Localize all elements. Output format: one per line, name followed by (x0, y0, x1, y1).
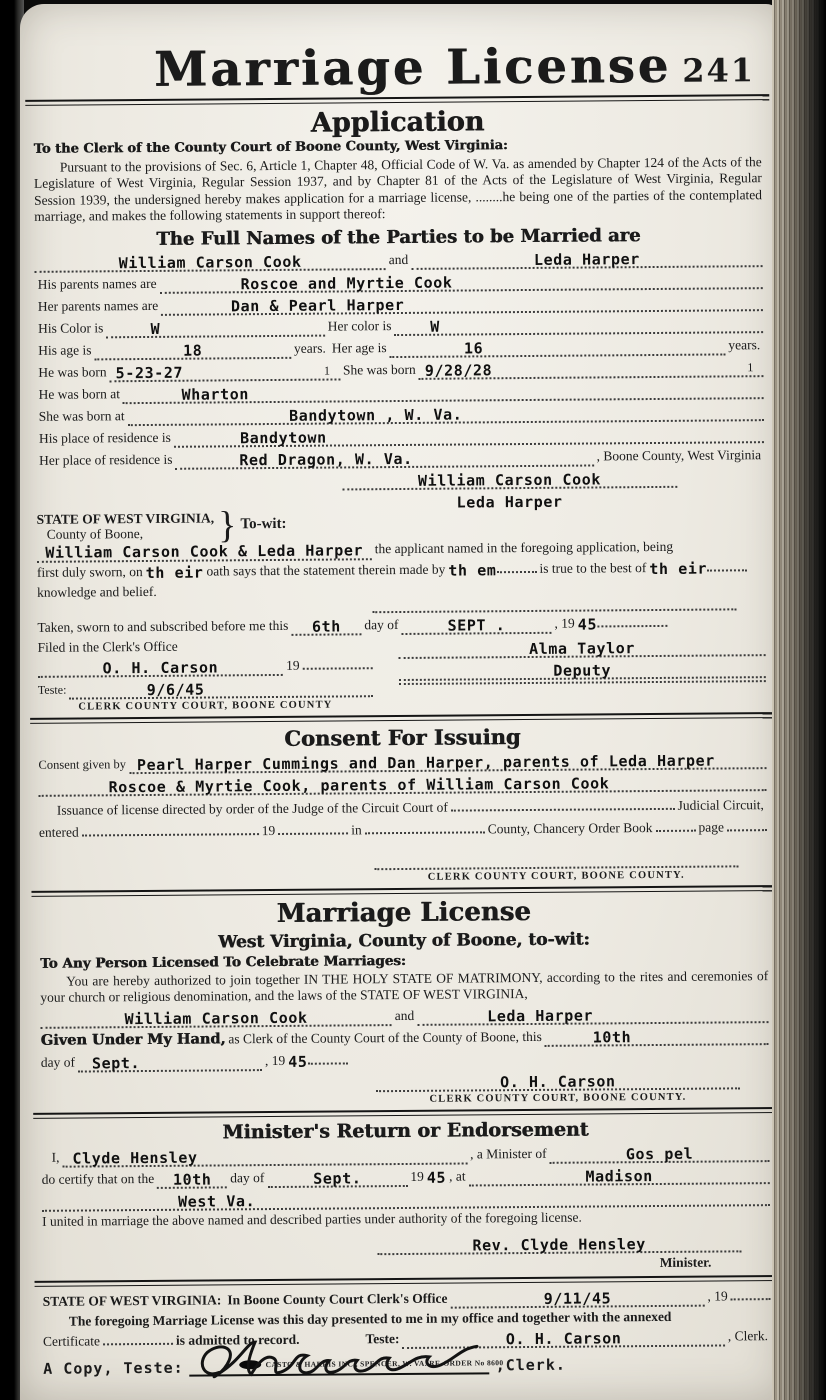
typed-their-2: th eir (649, 559, 708, 578)
license-and-label: and (394, 1007, 415, 1023)
her-color-label: Her color is (327, 317, 392, 334)
state-county-lines (36, 510, 214, 541)
deputy-title-line (399, 658, 766, 681)
denomination-value: Gos pel (625, 1144, 694, 1163)
copy-teste-label: A Copy, Teste: (43, 1358, 184, 1378)
dotted-line (106, 316, 325, 338)
filed-label: Filed in the Clerk's Office (37, 638, 178, 655)
his-residence-value: Bandytown (240, 428, 327, 447)
record-state-label: STATE OF WEST VIRGINIA: (42, 1291, 222, 1309)
double-rule (30, 712, 774, 724)
taken-pre: Taken, sworn to and subscribed before me this (37, 617, 289, 635)
day-of-label: day of (364, 616, 399, 632)
issuance-line-2 (39, 819, 767, 845)
certify-pre: do certify that on the (41, 1170, 155, 1187)
county-book-label: County, Chancery Order Book (487, 819, 653, 837)
dotted-line (175, 446, 593, 469)
consent-line-2 (39, 771, 767, 797)
minister-signature-area (377, 1232, 741, 1273)
her-parents-label: Her parents names are (37, 297, 159, 314)
dotted-line (128, 401, 764, 426)
license-subheading: West Virginia, County of Boone, to-wit: (218, 929, 590, 953)
his-residence-label: His place of residence is (38, 429, 171, 446)
given-under-line-1 (41, 1025, 769, 1051)
dotted-line (469, 1164, 770, 1186)
united-statement: I united in marriage the above named and described parties under authority of the foregoing license. (42, 1209, 582, 1229)
addressee-line: To the Clerk of the County Court of Boone County, West Virginia: (33, 137, 508, 157)
clerk-name-value: O. H. Carson (102, 658, 219, 678)
dotted-line (656, 830, 696, 832)
minister-label: Minister. (659, 1254, 712, 1270)
record-year-pre: , 19 (707, 1288, 728, 1304)
license-heading: Marriage License (276, 896, 531, 929)
given-under-line-2 (41, 1047, 769, 1073)
printer-text: CASTO & HARRIS INC., SPENCER, W. VA. RE-ORDER No 8600 (265, 1358, 504, 1370)
page-content (15, 1, 788, 1400)
clerk-name-line (38, 655, 373, 678)
dotted-line (377, 1232, 741, 1255)
dotted-line (451, 808, 675, 812)
deputy-title-value: Deputy (553, 661, 612, 680)
minister-place2-value: West Va. (178, 1191, 256, 1211)
bride-name-value: Leda Harper (533, 249, 640, 269)
license-day-of-label: day of (40, 1054, 75, 1070)
license-signature-area (376, 1069, 740, 1105)
her-residence-value: Red Dragon, W. Va. (239, 449, 413, 469)
his-parents-value: Roscoe and Myrtie Cook (240, 273, 453, 293)
dotted-line (62, 1144, 467, 1167)
dotted-line (597, 625, 667, 628)
clerk-right-column (398, 634, 766, 710)
certificate-label: Certificate (42, 1333, 101, 1349)
his-parents-label: His parents names are (37, 275, 157, 292)
license-year-value: 45 (288, 1052, 308, 1071)
he-born-value: 5-23-27 (115, 363, 184, 382)
page-number: 241 (682, 51, 756, 90)
license-bride-value: Leda Harper (487, 1006, 594, 1026)
dotted-line (399, 658, 766, 681)
blank-dotted-line (372, 596, 736, 613)
affidavit-line-3: knowledge and belief. (37, 583, 157, 600)
record-date-value: 9/11/45 (543, 1288, 612, 1308)
groom-signature: William Carson Cook (417, 470, 601, 490)
her-residence-label: Her place of residence is (39, 451, 173, 468)
in-label: in (351, 822, 362, 838)
license-salutation: To Any Person Licensed To Celebrate Marriages: (39, 952, 406, 972)
consent-given-by-label: Consent given by (38, 756, 127, 772)
his-color-value: W (150, 319, 161, 338)
clerk-block (37, 634, 766, 713)
bride-signature: Leda Harper (456, 492, 563, 512)
blank-line (399, 680, 766, 703)
double-rule (35, 1275, 779, 1287)
license-names-line (40, 1003, 768, 1029)
applicants-value: William Carson Cook & Leda Harper (45, 540, 364, 562)
record-clerk-value: O. H. Carson (505, 1329, 622, 1349)
consent-value-1: Pearl Harper Cummings and Dan Harper, parents of Leda Harper (136, 751, 715, 774)
dotted-line (291, 615, 361, 636)
blank-dotted-line (374, 853, 738, 870)
record-office-label: In Boone County Court Clerk's Office (227, 1290, 448, 1307)
his-age-label: His age is (38, 342, 92, 358)
groom-name-value: William Carson Cook (118, 252, 302, 272)
record-body: The foregoing Marriage License was this day presented to me in my office and together with the annexed (68, 1308, 672, 1329)
given-under-bold: Given Under My Hand, (40, 1030, 226, 1049)
minister-line-1 (41, 1142, 769, 1168)
teste-date-value: 9/6/45 (146, 680, 205, 699)
dotted-line (159, 269, 762, 294)
state-line: STATE OF WEST VIRGINIA, (36, 510, 215, 527)
footnote-marker: 1 (323, 363, 331, 378)
affidavit-paragraph (37, 536, 765, 602)
license-groom-value: William Carson Cook (124, 1008, 308, 1028)
consent-heading: Consent For Issuing (284, 723, 521, 751)
page-label: page (698, 819, 725, 835)
names-heading: The Full Names of the Parties to be Married are (156, 224, 641, 250)
minister-heading: Minister's Return or Endorsement (222, 1118, 589, 1144)
dotted-line (129, 749, 767, 774)
application-intro: Pursuant to the provisions of Sec. 6, Article 1, Chapter 48, Official Code of W. Va. as amended by Chapter 124 of the Acts of the Legislature of West Virginia, Regular Session 1937, and by Chapter 81 of the Acts of the Legislature of West Virginia, Regular Session 1939, the undersigned hereby makes application for a marriage license, ........he being one of the parties of the contemplated marriage, and makes the following statements in support thereof: (33, 153, 763, 225)
he-born-at-value: Wharton (181, 384, 250, 404)
paper (20, 4, 782, 1400)
dotted-line (731, 1298, 771, 1300)
double-rule (31, 885, 775, 897)
record-teste-label: Teste: (365, 1331, 400, 1347)
given-under-rest: as Clerk of the County Court of the County of Boone, this (228, 1028, 542, 1047)
consent-value-2: Roscoe & Myrtie Cook, parents of William Carson Cook (108, 774, 610, 797)
dotted-line (103, 1343, 173, 1346)
she-born-value: 9/28/28 (424, 360, 493, 380)
entered-label: entered (38, 824, 79, 840)
dotted-line (376, 1069, 740, 1092)
dotted-line (727, 829, 767, 831)
page-title: Marriage License (153, 37, 672, 98)
license-signer-line (376, 1069, 740, 1092)
teste-label: Teste: (37, 682, 67, 697)
nineteen-label: 19 (261, 822, 276, 838)
towit-label: To-wit: (240, 516, 287, 533)
minister-place-value: Madison (585, 1166, 653, 1186)
she-born-at-label: She was born at (38, 407, 125, 424)
years-label: years. (293, 340, 326, 356)
minister-day-of: day of (230, 1169, 265, 1185)
teste-line (38, 677, 373, 700)
dotted-line (94, 339, 291, 361)
license-signer-value: O. H. Carson (499, 1072, 616, 1091)
dotted-line (398, 636, 765, 659)
minister-day-value: 10th (172, 1170, 212, 1189)
minister-name-value: Clyde Hensley (72, 1148, 198, 1168)
typed-their-1: th eir (145, 563, 204, 582)
record-clerk-suffix: , Clerk. (727, 1328, 769, 1344)
dotted-line (69, 677, 373, 699)
consent-signature-area (374, 853, 738, 883)
dotted-line (496, 571, 536, 573)
dotted-line (450, 1286, 704, 1308)
groom-signature-line (342, 468, 677, 491)
county-line: County of Boone, (46, 525, 144, 542)
affidavit-line2-mid: oath says that the statement therein made by (206, 561, 446, 579)
taken-sworn-line (37, 612, 765, 638)
she-born-label: She was born (342, 361, 416, 378)
dotted-line (157, 1168, 227, 1189)
dotted-line (110, 360, 341, 382)
clerk-signature-line (190, 1358, 504, 1376)
license-month-value: Sept. (91, 1053, 141, 1073)
dotted-line (390, 335, 726, 358)
title-row (33, 27, 761, 98)
clerk-handwritten-signature (189, 1334, 489, 1382)
dotted-line (365, 831, 485, 834)
clerk-left-column (37, 637, 372, 713)
dotted-line (401, 614, 551, 635)
dotted-line (707, 569, 747, 571)
license-body: You are hereby authorized to join together IN THE HOLY STATE OF MATRIMONY, according to the rites and ceremonies of your church or religious denomination, and the laws of the STATE OF WEST VIRGINIA, (40, 967, 769, 1006)
dotted-line (417, 1003, 768, 1026)
dotted-line (411, 247, 762, 270)
deputy-name-value: Alma Taylor (528, 638, 636, 658)
dotted-line (267, 1167, 407, 1188)
issuance-pre: Issuance of license directed by order of the Judge of the Circuit Court of (56, 799, 448, 818)
affidavit-line2-end: is true to the best of (539, 559, 647, 576)
his-age-value: 18 (183, 341, 203, 360)
affidavit-line1-text: the applicant named in the foregoing application, being (374, 538, 674, 556)
minister-year-value: 45 (426, 1168, 447, 1187)
dotted-line (39, 771, 767, 797)
minister-at-label: , at (449, 1168, 466, 1184)
dotted-line (161, 291, 763, 316)
dotted-line (82, 833, 259, 836)
minister-signature-value: Rev. Clyde Hensley (472, 1234, 646, 1255)
dotted-line (34, 250, 385, 273)
she-born-at-value: Bandytown , W. Va. (288, 405, 463, 425)
her-color-value: W (430, 317, 440, 336)
i-label: I, (51, 1149, 60, 1165)
copy-teste-row (43, 1354, 771, 1378)
sworn-year: 45 (577, 615, 598, 634)
typed-them: th em (448, 560, 497, 580)
brace-glyph: } (218, 503, 237, 547)
license-clerk-caption: CLERK COUNTY COURT, BOONE COUNTY. (429, 1091, 687, 1105)
he-born-at-label: He was born at (38, 385, 120, 402)
deputy-name-line (398, 636, 765, 659)
dotted-line (40, 1006, 391, 1029)
double-rule (33, 1107, 777, 1119)
consent-clerk-caption: CLERK COUNTY COURT, BOONE COUNTY. (427, 869, 685, 883)
minister-month-value: Sept. (313, 1168, 362, 1188)
dotted-line (303, 667, 373, 670)
he-born-label: He was born (38, 363, 107, 380)
her-age-value: 16 (463, 339, 484, 358)
dotted-line (38, 656, 284, 678)
years-label-2: years. (728, 336, 761, 353)
year-pre-label: , 19 (554, 615, 575, 631)
footer-clerk-suffix: ,Clerk. (495, 1355, 566, 1375)
admitted-label: is admitted to record. (175, 1331, 300, 1348)
affidavit-line2-pre: first duly sworn, on (36, 563, 143, 580)
her-residence-suffix: , Boone County, West Virginia (596, 446, 762, 464)
issuance-suffix: Judicial Circuit, (677, 796, 764, 813)
minister-of-label: , a Minister of (469, 1145, 547, 1162)
application-heading: Application (310, 106, 485, 139)
dotted-line (549, 1142, 769, 1164)
nineteen-label: 19 (286, 657, 300, 673)
footnote-marker: 1 (747, 359, 754, 374)
his-color-label: His Color is (37, 320, 104, 336)
and-label: and (388, 251, 409, 267)
her-age-label: Her age is (331, 339, 387, 356)
license-day-value: 10th (592, 1027, 632, 1047)
dotted-line (78, 1051, 262, 1072)
dotted-line (399, 680, 766, 685)
dotted-line (419, 357, 764, 380)
sworn-day: 6th (311, 617, 341, 636)
dotted-line (174, 423, 764, 448)
minister-signature-line (377, 1232, 741, 1255)
applicant-signatures (342, 468, 677, 512)
dotted-line (342, 468, 677, 491)
book-spine-edge (772, 0, 826, 1400)
dotted-line (37, 539, 372, 563)
dotted-line (545, 1025, 769, 1047)
dotted-line (123, 379, 764, 404)
license-year-pre: , 19 (264, 1052, 286, 1068)
minister-nineteen: 19 (410, 1168, 424, 1184)
her-parents-value: Dan & Pearl Harper (230, 295, 405, 316)
dotted-line (278, 832, 348, 835)
sworn-month: SEPT . (447, 615, 506, 635)
dotted-line (394, 313, 763, 336)
dotted-line (307, 1062, 347, 1064)
clerk-court-caption: CLERK COUNTY COURT, BOONE COUNTY (78, 699, 333, 713)
